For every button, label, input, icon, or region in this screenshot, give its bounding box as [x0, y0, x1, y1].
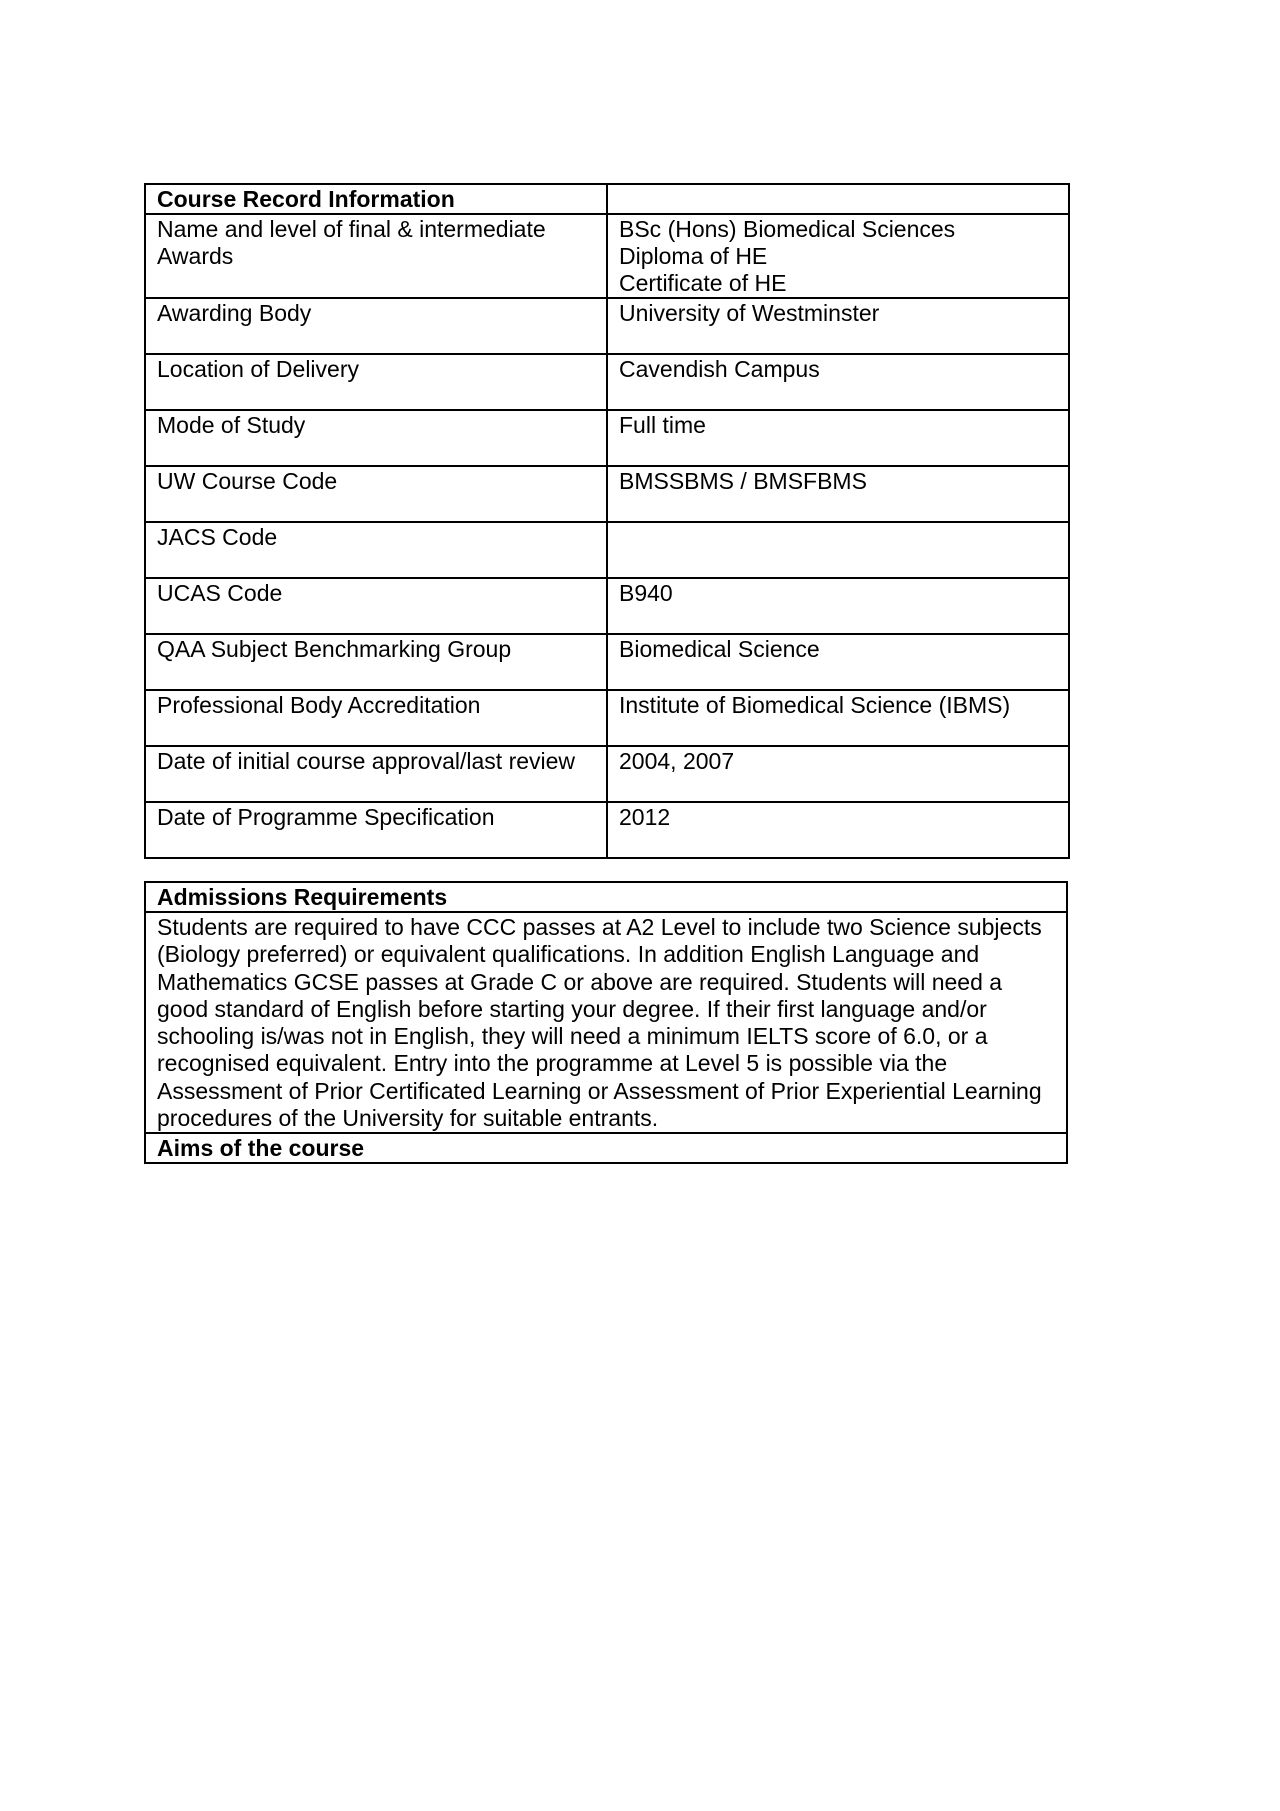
table-row — [145, 802, 1069, 858]
row-label-location: Location of Delivery — [145, 354, 607, 410]
table-row — [145, 882, 1067, 912]
row-value-ucas: B940 — [607, 578, 1069, 634]
row-value-course-code: BMSSBMS / BMSFBMS — [607, 466, 1069, 522]
course-record-table — [144, 183, 1070, 859]
admissions-table — [144, 881, 1068, 1164]
table-row — [145, 746, 1069, 802]
table-row — [145, 466, 1069, 522]
table-row — [145, 690, 1069, 746]
row-label-jacs: JACS Code — [145, 522, 607, 578]
row-label-ucas: UCAS Code — [145, 578, 607, 634]
course-record-heading: Course Record Information — [145, 184, 607, 214]
row-value-jacs — [607, 522, 1069, 578]
table-row — [145, 634, 1069, 690]
row-value-accreditation: Institute of Biomedical Science (IBMS) — [607, 690, 1069, 746]
row-label-accreditation: Professional Body Accreditation — [145, 690, 607, 746]
row-value-spec-date: 2012 — [607, 802, 1069, 858]
row-value-approval-date: 2004, 2007 — [607, 746, 1069, 802]
table-row — [145, 912, 1067, 1133]
admissions-text: Students are required to have CCC passes at A2 Level to include two Science subjects (Biology preferred) or equivalent qualifications. In addition English Language and Mathematics GCSE passes at Grade C or above are required. Students will need a good standard of English before starting your degree. If their first language and/or schooling is/was not in English, they will need a minimum IELTS score of 6.0, or a recognised equivalent. Entry into the programme at Level 5 is possible via the Assessment of Prior Certificated Learning or Assessment of Prior Experiential Learning procedures of the University for suitable entrants. — [145, 912, 1067, 1133]
row-value-mode: Full time — [607, 410, 1069, 466]
row-value-awarding-body: University of Westminster — [607, 298, 1069, 354]
row-label-mode: Mode of Study — [145, 410, 607, 466]
admissions-heading: Admissions Requirements — [145, 882, 1067, 912]
row-label-awarding-body: Awarding Body — [145, 298, 607, 354]
row-label-course-code: UW Course Code — [145, 466, 607, 522]
table-row — [145, 214, 1069, 298]
row-value-location: Cavendish Campus — [607, 354, 1069, 410]
aims-heading: Aims of the course — [145, 1133, 1067, 1163]
row-label-approval-date: Date of initial course approval/last review — [145, 746, 607, 802]
table-row — [145, 184, 1069, 214]
course-record-heading-value — [607, 184, 1069, 214]
row-value-qaa: Biomedical Science — [607, 634, 1069, 690]
table-row — [145, 298, 1069, 354]
row-label-spec-date: Date of Programme Specification — [145, 802, 607, 858]
table-row — [145, 522, 1069, 578]
table-row — [145, 578, 1069, 634]
table-row — [145, 354, 1069, 410]
row-value-awards: BSc (Hons) Biomedical Sciences Diploma of HE Certificate of HE — [607, 214, 1069, 298]
row-label-qaa: QAA Subject Benchmarking Group — [145, 634, 607, 690]
table-row — [145, 410, 1069, 466]
table-row — [145, 1133, 1067, 1163]
row-label-awards: Name and level of final & intermediate Awards — [145, 214, 607, 298]
